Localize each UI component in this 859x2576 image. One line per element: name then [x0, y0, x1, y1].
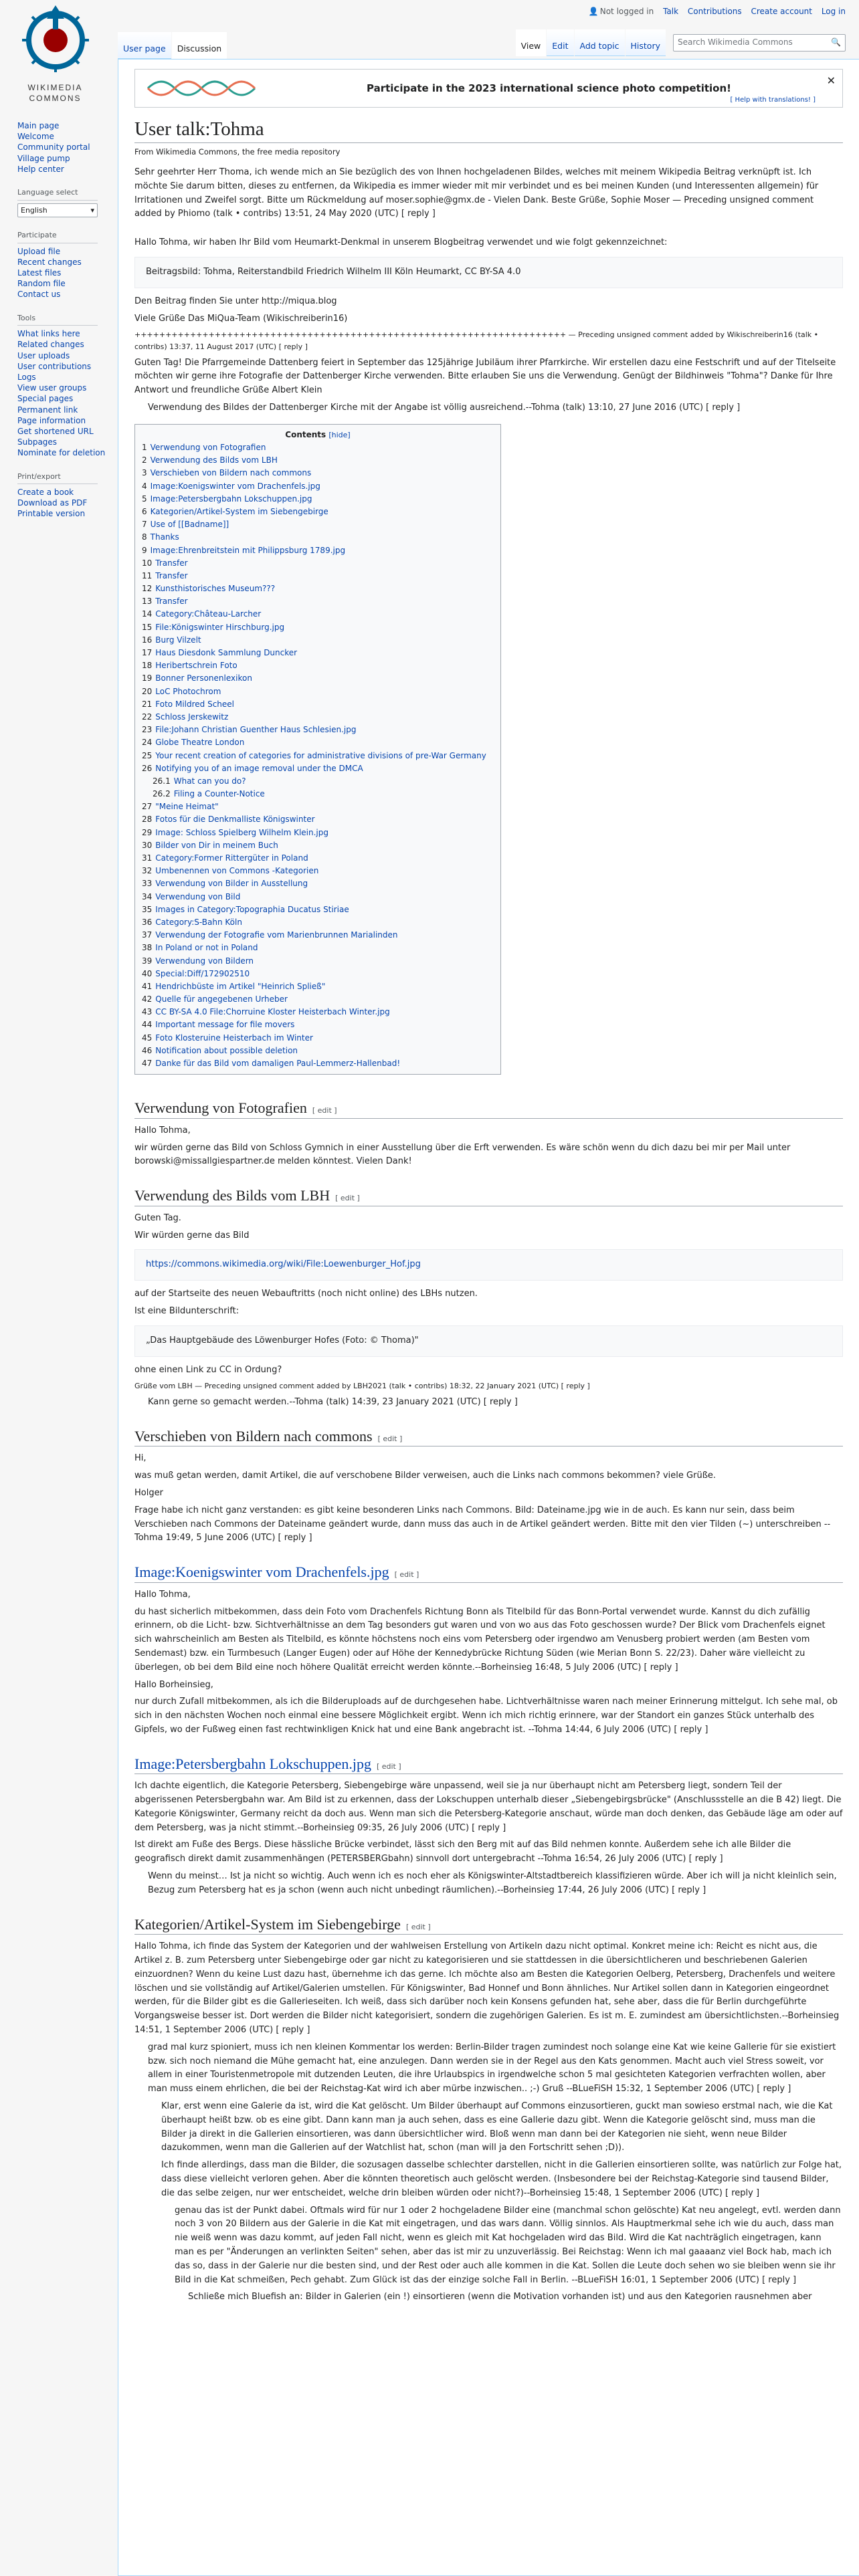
- sidebar-item-community-portal[interactable]: Community portal: [17, 142, 90, 152]
- toc-item[interactable]: [142, 736, 494, 749]
- toc-item[interactable]: [142, 993, 494, 1006]
- toc-item[interactable]: [142, 1018, 494, 1031]
- comment: Hallo Tohma,: [134, 1125, 191, 1136]
- toc-number: 39: [142, 956, 153, 966]
- comment: Holger: [134, 1487, 163, 1498]
- toc-number: 17: [142, 648, 153, 658]
- toc-number: 13: [142, 597, 153, 607]
- toc-item[interactable]: [142, 621, 494, 634]
- toc-number: 45: [142, 1033, 153, 1043]
- sidebar-item-what-links-here[interactable]: What links here: [17, 329, 80, 339]
- comment: Frage habe ich nicht ganz verstanden: es gibt keine besonderen Links nach Commons. Bild: Dateiname.jpg wie in de auch. Es kann nur sein, dass beim Verschieben nach Commons der Dateiname geändert wurde, dann muss das auch in de Artikel geändert werden. Bitte mit den vier Tilden (~) unterschreiben --Tohma 19:49, 5 June 2006 (UTC) [ reply ]: [134, 1505, 831, 1543]
- edit-section-link[interactable]: [ edit ]: [405, 1922, 431, 1931]
- toc-number: 26.2: [153, 789, 171, 799]
- sidebar-item-village-pump[interactable]: Village pump: [17, 153, 70, 163]
- toc-link[interactable]: Umbenennen von Commons -Kategorien: [155, 866, 319, 876]
- toc-item[interactable]: [142, 891, 494, 903]
- tab-add-topic[interactable]: Add topic: [575, 29, 625, 56]
- sidebar-item-printable[interactable]: Printable version: [17, 509, 86, 519]
- toc-link[interactable]: Kunsthistorisches Museum???: [155, 584, 276, 594]
- toc-title-text: Contents: [285, 429, 326, 439]
- comment: nur durch Zufall mitbekommen, als ich die Bilderuploads auf de durchgesehen habe. Lichtverhältnisse waren nach meiner Erinnerung mittelgut. Ich sehe mal, ob sich in den nächsten Wochen noch einmal eine bessere Möglichkeit ergibt. Wenn ich mich richtig erinnere, war der Standort ein ganzes Stück unterhalb des Gipfels, wo der Fußweg einen fast rechtwinkligen Knick hat und eine Bank angebracht ist. --Tohma 14:44, 6 July 2006 (UTC) [ reply ]: [134, 1697, 838, 1735]
- toc-item[interactable]: [142, 480, 494, 493]
- toc-item[interactable]: [142, 672, 494, 685]
- toc-number: 12: [142, 584, 153, 594]
- participate-heading: Participate: [17, 229, 98, 243]
- toc-link[interactable]: Notifying you of an image removal under the DMCA: [155, 763, 363, 773]
- close-icon[interactable]: ✕: [826, 74, 836, 87]
- comment: Hallo Borheinsieg,: [134, 1679, 213, 1690]
- toc-link[interactable]: Bonner Personenlexikon: [155, 673, 252, 683]
- section-heading: [134, 1186, 843, 1206]
- link-box: [134, 1249, 843, 1281]
- page-subtitle: From Wikimedia Commons, the free media repository: [134, 146, 341, 156]
- toc-link[interactable]: Verwendung von Fotografien: [150, 443, 266, 453]
- print-heading: Print/export: [17, 471, 98, 485]
- toc-item[interactable]: [142, 557, 494, 570]
- toc-number: 7: [142, 520, 147, 530]
- toc-item[interactable]: [142, 582, 494, 595]
- section-heading: [134, 1099, 843, 1119]
- site-logo[interactable]: [13, 0, 97, 107]
- toc-item[interactable]: [142, 518, 494, 531]
- toc-number: 41: [142, 981, 153, 991]
- edit-section-link[interactable]: [ edit ]: [312, 1106, 337, 1115]
- toc-item[interactable]: [142, 647, 494, 659]
- toc-number: 23: [142, 725, 153, 735]
- toc-number: 31: [142, 853, 153, 863]
- sidebar-item-help-center[interactable]: Help center: [17, 164, 64, 174]
- toc-link[interactable]: Verwendung von Bildern: [155, 956, 254, 966]
- banner-help-link[interactable]: [ Help with translations! ]: [730, 96, 816, 104]
- toc-number: 5: [142, 494, 147, 504]
- section-heading: [134, 1427, 843, 1447]
- toc-item[interactable]: [142, 1045, 494, 1057]
- toc-number: 29: [142, 827, 153, 837]
- toc-item[interactable]: [142, 916, 494, 929]
- toc-number: 46: [142, 1045, 153, 1055]
- toc-number: 26.1: [153, 776, 171, 786]
- commons-logo-icon: [19, 0, 92, 74]
- toc-number: 1: [142, 443, 147, 453]
- toc-link[interactable]: Transfer: [155, 558, 188, 568]
- toc-number: 25: [142, 750, 153, 760]
- toc-number: 34: [142, 891, 153, 901]
- comment-reply: grad mal kurz spioniert, muss ich nen kleinen Kommentar los werden: Berlin-Bilder tragen zumindest noch solange eine Kat wie keine Gallerie für sie existiert bzw. sich noch niemand die Mühe gemacht hat, eine anzulegen. Dann werden sie in der Regel aus den Kats genommen. Macht auch viel Stress soweit, vor allem in einer Touristenmetropole mit dutzenden Leuten, die ihre Urlaubspics in irgendwelche schon 5 mal gesichteten Kategorien verfrachten wollen, aber man muss einem ehrlichen, die bei der Reichstag-Kat wird ich aber mürbe inzwischen.. ;-) Gruß --BLueFiSH 15:32, 1 September 2006 (UTC) [ reply ]: [148, 2042, 836, 2095]
- toc-item[interactable]: [142, 544, 494, 557]
- toc-link[interactable]: Important message for file movers: [155, 1020, 295, 1030]
- personal-tools: [582, 5, 846, 18]
- toc-number: 16: [142, 635, 153, 645]
- toc-number: 32: [142, 866, 153, 876]
- toc-item[interactable]: [142, 877, 494, 890]
- toc-link[interactable]: Images in Category:Topographia Ducatus Stiriae: [155, 904, 349, 914]
- toc-number: 18: [142, 661, 153, 671]
- sidebar-item-random-file[interactable]: Random file: [17, 279, 66, 289]
- caption-quote: „Das Hauptgebäude des Löwenburger Hofes (Foto: © Thoma)": [134, 1325, 843, 1357]
- toc-item[interactable]: [142, 441, 494, 454]
- toc-item[interactable]: [142, 685, 494, 698]
- toc-number: 44: [142, 1020, 153, 1030]
- sidebar-item-welcome[interactable]: Welcome: [17, 132, 54, 142]
- toc-link[interactable]: Schloss Jerskewitz: [155, 712, 229, 722]
- toc-item[interactable]: [142, 788, 494, 800]
- edit-section-link[interactable]: [ edit ]: [335, 1194, 360, 1203]
- search-placeholder: Search Wikimedia Commons: [678, 37, 793, 47]
- sidebar-item-upload[interactable]: Upload file: [17, 246, 61, 256]
- toc-number: 22: [142, 712, 153, 722]
- toc-item[interactable]: [142, 698, 494, 711]
- toc-item[interactable]: [142, 942, 494, 954]
- toc-link[interactable]: Category:Former Rittergüter in Poland: [155, 853, 308, 863]
- toc-link[interactable]: Danke für das Bild vom damaligen Paul-Lemmerz-Hallenbad!: [155, 1059, 401, 1069]
- tab-user-page[interactable]: User page: [118, 32, 171, 59]
- login-link[interactable]: Log in: [821, 7, 846, 16]
- sidebar-item-download-pdf[interactable]: Download as PDF: [17, 498, 88, 508]
- comment: Ist direkt am Fuße des Bergs. Diese hässliche Brücke verbindet, lässt sich den Berg mit auf das Bild nehmen konnte. Außerdem sehe ich alle Bilder die geografisch direkt damit zusammenhängen (PETERSBERGbahn) sinnvoll dort untergebracht --Tohma 16:54, 26 July 2006 (UTC) [ reply ]: [134, 1840, 791, 1864]
- sidebar-item-logs[interactable]: Logs: [17, 372, 36, 382]
- toc-link[interactable]: Globe Theatre London: [155, 738, 245, 748]
- sidebar-item-related-changes[interactable]: Related changes: [17, 340, 84, 350]
- toc-number: 19: [142, 673, 153, 683]
- intro-quote: Beitragsbild: Tohma, Reiterstandbild Friedrich Wilhelm III Köln Heumarkt, CC BY-SA 4.0: [134, 257, 843, 288]
- toc-link[interactable]: Image:Ehrenbreitstein mit Philippsburg 1789.jpg: [150, 545, 346, 555]
- sidebar-navigation: [17, 120, 118, 175]
- section-title: Image:Petersbergbahn Lokschuppen.jpg: [134, 1755, 371, 1772]
- toc-item[interactable]: [142, 506, 494, 518]
- toc-link[interactable]: Special:Diff/172902510: [155, 968, 250, 978]
- toc-link[interactable]: What can you do?: [173, 776, 246, 786]
- comment: Hallo Tohma,: [134, 1589, 191, 1600]
- sidebar: [0, 120, 118, 532]
- toc-link[interactable]: Notification about possible deletion: [155, 1045, 298, 1055]
- toc-item[interactable]: [142, 493, 494, 506]
- comment: wir würden gerne das Bild von Schloss Gymnich in einer Ausstellung über die Erft verwenden. Es wäre schön wenn du dich dazu bei mir per Mail unter borowski@missallgiespartner.de melden könntest. Vielen Dank!: [134, 1142, 791, 1167]
- toc-link[interactable]: Fotos für die Denkmalliste Königswinter: [155, 815, 315, 825]
- toc-link[interactable]: Filing a Counter-Notice: [173, 789, 265, 799]
- toc-link[interactable]: Verschieben von Bildern nach commons: [150, 468, 312, 478]
- toc-link[interactable]: Your recent creation of categories for administrative divisions of pre-War Germany: [155, 750, 486, 760]
- intro-paragraph-7: Verwendung des Bildes der Dattenberger Kirche mit der Angabe ist völlig ausreichend.--Tohma (talk) 13:10, 27 June 2016 (UTC) [ reply ]: [148, 403, 741, 413]
- sidebar-item-page-info[interactable]: Page information: [17, 415, 86, 425]
- toc-item[interactable]: [142, 852, 494, 865]
- chevron-down-icon: ▾: [90, 205, 94, 215]
- toc-number: 9: [142, 545, 147, 555]
- edit-section-link[interactable]: [ edit ]: [394, 1570, 419, 1580]
- create-account-link[interactable]: Create account: [751, 7, 812, 16]
- comment: Wir würden gerne das Bild: [134, 1230, 250, 1241]
- toc-link[interactable]: Transfer: [155, 570, 188, 580]
- toc-item[interactable]: [142, 955, 494, 968]
- sidebar-item-recent-changes[interactable]: Recent changes: [17, 257, 82, 267]
- sidebar-item-user-uploads[interactable]: User uploads: [17, 350, 70, 360]
- comment: Hallo Tohma, ich finde das System der Kategorien und der wahlweisen Erstellung von Artikeln dazu nicht optimal. Konkret meine ich: Reicht es nicht aus, die Artikel z. B. zum Petersberg unter Siebengebirge oder gar nicht zu kategorisieren und sie stattdessen in die übersichtlicheren und beschriebenen Galerien einzuordnen? Wenn du keine Lust dazu hast, übernehme ich das gerne. Ich möchte also am Besten die Kategorien Oelberg, Petersberg, Drachenfels und weitere löschen und sie vollständig auf Artikel/Galerien umstellen. Für Königswinter, Bad Honnef und Bonn ähnliches. Nur Artikel sollen dann in Kategorien eingeordnet werden, für die Bilder gibt es die Gallerieseiten. Ich weiß, dass sich darüber noch kein Konsens gefunden hat, sehe aber, dass die für Berlin durchgeführte Vorgangsweise besser ist. Dort werden die Bilder nicht kategorisiert, sondern die zugehörigen Galerien. Es ist m. E. zumindest am übersichtlichsten.--Borheinsieg 14:51, 1 September 2006 (UTC) [ reply ]: [134, 1941, 840, 2036]
- toc-number: 37: [142, 930, 153, 940]
- comment: Ist eine Bildunterschrift:: [134, 1305, 240, 1316]
- intro-paragraph-6: Guten Tag! Die Pfarrgemeinde Dattenberg feiert in September das 125jährige Jubiläum ihrer Pfarrkirche. Wir erstellen dazu eine Festschrift und auf der Titelseite möchten wir gerne ihre Fotografie der Dattenberger Kirche verwenden. Bitte erlauben Sie uns die Verwendung. Genügt der Bildhinweis "Tohma"? Danke für Ihre Antwort und freundliche Grüße Albert Klein: [134, 357, 836, 396]
- toc-link[interactable]: "Meine Heimat": [155, 802, 219, 812]
- toc-item[interactable]: [142, 762, 494, 775]
- toc-link[interactable]: File:Königswinter Hirschburg.jpg: [155, 622, 285, 632]
- toc-number: 10: [142, 558, 153, 568]
- sidebar-item-short-url[interactable]: Get shortened URL: [17, 426, 94, 436]
- toc-number: 24: [142, 738, 153, 748]
- toc-number: 11: [142, 570, 153, 580]
- toc-item[interactable]: [142, 608, 494, 621]
- toc-item[interactable]: [142, 813, 494, 826]
- section-heading: [134, 1915, 843, 1935]
- toc-number: 27: [142, 802, 153, 812]
- comment: Guten Tag.: [134, 1212, 181, 1223]
- intro-paragraph-2: Hallo Tohma, wir haben Ihr Bild vom Heumarkt-Denkmal in unserem Blogbeitrag verwendet und wie folgt gekennzeichnet:: [134, 237, 668, 248]
- section-title: Verschieben von Bildern nach commons: [134, 1427, 373, 1444]
- sidebar-print: [17, 471, 118, 520]
- toc-number: 21: [142, 699, 153, 709]
- sidebar-item-create-book[interactable]: Create a book: [17, 488, 74, 498]
- comment: was muß getan werden, damit Artikel, die auf verschobene Bilder verweisen, auch die Links nach commons bekommen? viele Grüße.: [134, 1471, 717, 1481]
- toc-link[interactable]: Category:S-Bahn Köln: [155, 917, 242, 927]
- toc-item[interactable]: [142, 595, 494, 608]
- toc-item[interactable]: [142, 711, 494, 724]
- intro-paragraph-4: Viele Grüße Das MiQua-Team (Wikischreiberin16): [134, 313, 348, 324]
- comment-reply: Schließe mich Bluefish an: Bilder in Galerien (ein !) einsortieren (wenn die Motivation vorhanden ist) und aus den Kategorien rausnehmen aber: [188, 2292, 812, 2302]
- comment: Ich dachte eigentlich, die Kategorie Petersberg, Siebengebirge wäre unpassend, weil sie ja nur überhaupt nicht am Petersberg liegt, sondern Teil der abgerissenen Petersbergbahn war. Am Bild ist zu erkennen, dass der Lokschuppen unterhalb dieser „Siebengebirgsbrücke" (Anschlussstelle an die B 42) liegt. Die Kategorie Königswinter, Germany reicht da doch aus. Wenn man sich die Petersberg-Kategorie anschaut, würde man doch denken, das Gebäude läge am oder auf dem Petersberg, was ja nicht stimmt.--Borheinsieg 09:35, 26 July 2006 (UTC) [ reply ]: [134, 1781, 843, 1833]
- toc-number: 38: [142, 943, 153, 953]
- view-tabs: [516, 29, 846, 56]
- comment-reply: Wenn du meinst… Ist ja nicht so wichtig. Auch wenn ich es noch eher als Königswinter-Altstadtbereich klassifizieren würde. Aber ich will ja nicht kleinlich sein, Bezug zum Petersberg hat es ja schon (wenn auch nicht unbedingt räumlichen).--Borheinsieg 17:44, 26 July 2006 (UTC) [ reply ]: [148, 1871, 837, 1895]
- sidebar-participate: [17, 229, 118, 300]
- tab-view[interactable]: View: [516, 29, 547, 56]
- toc-number: 35: [142, 904, 153, 914]
- table-of-contents: [134, 424, 501, 1075]
- toc-link[interactable]: CC BY-SA 4.0 File:Chorruine Kloster Heisterbach Winter.jpg: [155, 1007, 390, 1017]
- sidebar-item-user-groups[interactable]: View user groups: [17, 383, 87, 393]
- not-logged-in: Not logged in: [599, 7, 654, 16]
- toc-item[interactable]: [142, 775, 494, 788]
- toc-link[interactable]: Category:Château-Larcher: [155, 609, 262, 619]
- toc-link[interactable]: Foto Mildred Scheel: [155, 699, 235, 709]
- contributions-link[interactable]: Contributions: [687, 7, 742, 16]
- comment: auf der Startseite des neuen Webauftritts (noch nicht online) des LBHs nutzen.: [134, 1289, 478, 1299]
- toc-number: 8: [142, 532, 147, 542]
- toc-number: 20: [142, 686, 153, 696]
- tab-discussion[interactable]: Discussion: [172, 32, 227, 59]
- site-name-2: COMMONS: [29, 93, 82, 103]
- toc-item[interactable]: [142, 1006, 494, 1018]
- comment: du hast sicherlich mitbekommen, dass dein Foto vom Drachenfels Richtung Bonn als Titelbild für das Bonn-Portal verwendet wurde. Kannst du dich zufällig erinnern, ob die Licht- bzw. Sichtverhältnisse an dem Tag besonders gut waren und von wo aus das Foto geschossen wurde? Der Blick vom Drachenfels eignet sich wahrscheinlich am Besten als Titelbild, es könnte höchstens noch eins vom Petersberg oder irgendwo am Venusberg probiert werden (am Besten vom Sendemast) bzw. ein Turmbesuch (Langer Eugen) oder auf Höhe der Kennedybrücke Richtung Süden (wie Merian Bonn S. 22/23). Daher wäre vielleicht zu überlegen, ob bei dem Bild eine noch höhere Qualität erreicht werden könnte.--Borheinsieg 16:48, 5 July 2006 (UTC) [ reply ]: [134, 1606, 826, 1673]
- sidebar-item-main-page[interactable]: Main page: [17, 121, 60, 130]
- toc-item[interactable]: [142, 800, 494, 813]
- toc-number: 42: [142, 994, 153, 1004]
- sidebar-item-permanent-link[interactable]: Permanent link: [17, 405, 78, 415]
- toc-number: 6: [142, 506, 147, 516]
- intro-paragraph-3: Den Beitrag finden Sie unter http://miqua.blog: [134, 296, 337, 306]
- toc-link[interactable]: Verwendung des Bilds vom LBH: [150, 455, 278, 465]
- toc-number: 36: [142, 917, 153, 927]
- search-icon[interactable]: 🔍: [831, 37, 841, 47]
- comment-reply: Klar, erst wenn eine Galerie da ist, wird die Kat gelöscht. Um Bilder überhaupt auf Commons einzusortieren, guckt man sowieso erstmal nach, wie die Kat überhaupt heißt bzw. ob es eine gibt. Dann kann man ja auch sehen, dass es eine Gallerie dazu gibt. Wenn die Kategorie gelöscht sind, muss man die Bilder ja direkt in die Gallerien einsortieren, was dann übersichtlicher wird. Bloß wenn man dann bei der Kategorien nie sieht, wenn neue Bilder dazukommen, wenn man die Gallerien auf der Watchlist hat, schon (man will ja den Fortschritt sehen ;D)).: [161, 2101, 833, 2153]
- toc-title: [142, 429, 494, 441]
- toc-number: 33: [142, 879, 153, 889]
- toc-number: 14: [142, 609, 153, 619]
- external-link[interactable]: https://commons.wikimedia.org/wiki/File:Loewenburger_Hof.jpg: [146, 1259, 421, 1270]
- toc-link[interactable]: In Poland or not in Poland: [155, 943, 258, 953]
- toc-link[interactable]: Foto Klosteruine Heisterbach im Winter: [155, 1033, 313, 1043]
- search-input[interactable]: [673, 34, 846, 51]
- edit-section-link[interactable]: [ edit ]: [377, 1434, 403, 1443]
- toc-link[interactable]: Quelle für angegebenen Urheber: [155, 994, 288, 1004]
- toc-number: 47: [142, 1059, 153, 1069]
- toc-number: 28: [142, 815, 153, 825]
- toc-item[interactable]: [142, 839, 494, 852]
- language-select[interactable]: [17, 203, 98, 218]
- toc-link[interactable]: LoC Photochrom: [155, 686, 221, 696]
- toc-item[interactable]: [142, 467, 494, 479]
- section-title: Verwendung des Bilds vom LBH: [134, 1187, 330, 1204]
- section-heading: [134, 1563, 843, 1583]
- toc-item[interactable]: [142, 827, 494, 839]
- toc-link[interactable]: Transfer: [155, 597, 188, 607]
- comment: ohne einen Link zu CC in Ordung?: [134, 1364, 282, 1375]
- toc-link[interactable]: Kategorien/Artikel-System im Siebengebirge: [150, 506, 328, 516]
- toc-link[interactable]: Haus Diesdonk Sammlung Duncker: [155, 648, 298, 658]
- toc-number: 15: [142, 622, 153, 632]
- toc-link[interactable]: Image:Petersbergbahn Lokschuppen.jpg: [150, 494, 312, 504]
- sidebar-item-special-pages[interactable]: Special pages: [17, 394, 74, 404]
- toc-item[interactable]: [142, 865, 494, 877]
- toc-number: 2: [142, 455, 147, 465]
- toc-link[interactable]: Heribertschrein Foto: [155, 661, 237, 671]
- page-title: User talk:Tohma: [134, 117, 843, 143]
- sidebar-item-user-contributions[interactable]: User contributions: [17, 361, 92, 371]
- tab-edit[interactable]: Edit: [547, 29, 573, 56]
- toc-item[interactable]: [142, 1057, 494, 1070]
- toc-hide-link[interactable]: [hide]: [328, 430, 351, 439]
- toc-item[interactable]: [142, 570, 494, 582]
- toc-item[interactable]: [142, 750, 494, 762]
- toc-item[interactable]: [142, 454, 494, 467]
- banner-title: Participate in the 2023 international science photo competition!: [367, 82, 731, 94]
- user-icon: 👤: [588, 7, 599, 16]
- toc-link[interactable]: Hendrichbüste im Artikel "Heinrich Spließ": [155, 981, 326, 991]
- lang-heading: Language select: [17, 187, 98, 201]
- toc-item[interactable]: [142, 659, 494, 672]
- site-name-1: WIKIMEDIA: [27, 82, 83, 92]
- comment: Grüße vom LBH — Preceding unsigned comment added by LBH2021 (talk • contribs) 18:32, 22 January 2021 (UTC) [ reply ]: [134, 1382, 590, 1391]
- comment-reply: Kann gerne so gemacht werden.--Tohma (talk) 14:39, 23 January 2021 (UTC) [ reply ]: [148, 1396, 518, 1407]
- toc-item[interactable]: [142, 929, 494, 942]
- tools-heading: Tools: [17, 312, 98, 326]
- sidebar-item-nominate-deletion[interactable]: Nominate for deletion: [17, 448, 106, 458]
- toc-number: 3: [142, 468, 147, 478]
- toc-link[interactable]: Image:Koenigswinter vom Drachenfels.jpg: [150, 481, 320, 491]
- toc-link[interactable]: Thanks: [150, 532, 179, 542]
- toc-link[interactable]: Verwendung von Bilder in Ausstellung: [155, 879, 308, 889]
- talk-link[interactable]: Talk: [663, 7, 679, 16]
- toc-link[interactable]: Verwendung von Bild: [155, 891, 241, 901]
- toc-item[interactable]: [142, 968, 494, 980]
- toc-link[interactable]: File:Johann Christian Guenther Haus Schlesien.jpg: [155, 725, 357, 735]
- comment: Hi,: [134, 1453, 147, 1464]
- section-heading: [134, 1755, 843, 1775]
- namespace-tabs: [118, 32, 227, 59]
- comment-reply: Ich finde allerdings, dass man die Bilder, die sozusagen dasselbe schlechter darstellen, nicht in die Gallerien einsortieren sollte, was natürlich zur Folge hat, dass diese vielleicht verloren gehen. Aber die könnten theoretisch auch gelöscht werden. (Insbesondere bei der Reichstag-Kategorie sind tausend Bilder, die das selbe zeigen, nur wer entscheidet, welche drin bleiben würden oder nicht?)--Borheinsieg 15:48, 1 September 2006 (UTC) [ reply ]: [161, 2160, 842, 2198]
- edit-section-link[interactable]: [ edit ]: [376, 1761, 401, 1771]
- section-title: Image:Koenigswinter vom Drachenfels.jpg: [134, 1564, 389, 1581]
- toc-list: [142, 441, 494, 1070]
- toc-number: 26: [142, 763, 153, 773]
- toc-number: 30: [142, 840, 153, 850]
- dna-icon: [145, 75, 265, 102]
- language-value: English: [21, 205, 47, 215]
- toc-link[interactable]: Image: Schloss Spielberg Wilhelm Klein.jpg: [155, 827, 328, 837]
- toc-link[interactable]: Verwendung der Fotografie vom Marienbrunnen Marialinden: [155, 930, 398, 940]
- intro-paragraph-1: Sehr geehrter Herr Thoma, ich wende mich an Sie bezüglich des von Ihnen hochgeladenen Bildes, welches mit meinem Wikipedia Beitrag verknüpft ist. Ich möchte Sie darum bitten, dieses zu entfernen, da Wikipedia es immer wieder mit mir verbindet und es bei meinen Kunden (und Interessenten allgemein) für Irritationen und Zweifel sorgt. Bitte um Rückmeldung auf moser.sophie@gmx.de - Vielen Dank. Beste Grüße, Sophie Moser — Preceding unsigned comment added by Phiomo (talk • contribs) 13:51, 24 May 2020 (UTC) [ reply ]: [134, 167, 819, 219]
- main-content: [118, 59, 859, 2576]
- toc-item[interactable]: [142, 531, 494, 544]
- toc-number: 40: [142, 968, 153, 978]
- toc-number: 4: [142, 481, 147, 491]
- toc-item[interactable]: [142, 903, 494, 916]
- sidebar-item-contact[interactable]: Contact us: [17, 290, 61, 300]
- section-title: Kategorien/Artikel-System im Siebengebirge: [134, 1915, 401, 1933]
- toc-item[interactable]: [142, 1032, 494, 1045]
- sidebar-language: [17, 187, 118, 217]
- toc-link[interactable]: Bilder von Dir in meinem Buch: [155, 840, 278, 850]
- sidebar-item-latest-files[interactable]: Latest files: [17, 268, 62, 278]
- comment-reply: genau das ist der Punkt dabei. Oftmals wird für nur 1 oder 2 hochgeladene Bilder eine (manchmal schon gelöschte) Kat neu angelegt, evtl. werden dann noch 3 von 20 Bildern aus der Galerie in die Kat mit eingetragen, und das wars dann. Völlig sinnlos. Als Hauptmerkmal sehe ich wie du auch, dass man nie weiß wenn was dazu kommt, auf jeden Fall nicht, wenn es gleich mit Kat hochgeladen wird das Bild. Wird die Kat nachträglich eingetragen, kann man es per "Änderungen an verlinkten Seiten" sehen, aber das ist mir zu unzuverlässig. Bei Reichstag: Wenn ich mal gaaaanz viel Bock hab, mach ich das so, dass in der Galerie nur die besten sind, und der Rest oder auch alle kommen in die Kat. Sollen die Leute doch sehen wo sie bleiben wenn sie ihr Bild in die Kat schmeißen, Pech gehabt. Zum Glück ist das der einzige solche Fall in Berlin. --BLueFiSH 16:01, 1 September 2006 (UTC) [ reply ]: [175, 2205, 841, 2285]
- toc-link[interactable]: Use of [[Badname]]: [150, 520, 229, 530]
- sidebar-item-subpages[interactable]: Subpages: [17, 437, 58, 447]
- central-notice-banner[interactable]: [134, 69, 843, 108]
- intro-paragraph-5: ++++++++++++++++++++++++++++++++++++++++++++++++++++++++++++++++++++++ — Preceding unsigned comment added by Wikischreiberin16 (talk • contribs) 13:37, 11 August 2017 (UTC) [ reply ]: [134, 330, 819, 352]
- toc-number: 43: [142, 1007, 153, 1017]
- toc-link[interactable]: Burg Vilzelt: [155, 635, 201, 645]
- section-title: Verwendung von Fotografien: [134, 1099, 307, 1117]
- sidebar-tools: [17, 312, 118, 459]
- toc-item[interactable]: [142, 724, 494, 736]
- toc-item[interactable]: [142, 980, 494, 993]
- tab-history[interactable]: History: [626, 29, 666, 56]
- toc-item[interactable]: [142, 634, 494, 647]
